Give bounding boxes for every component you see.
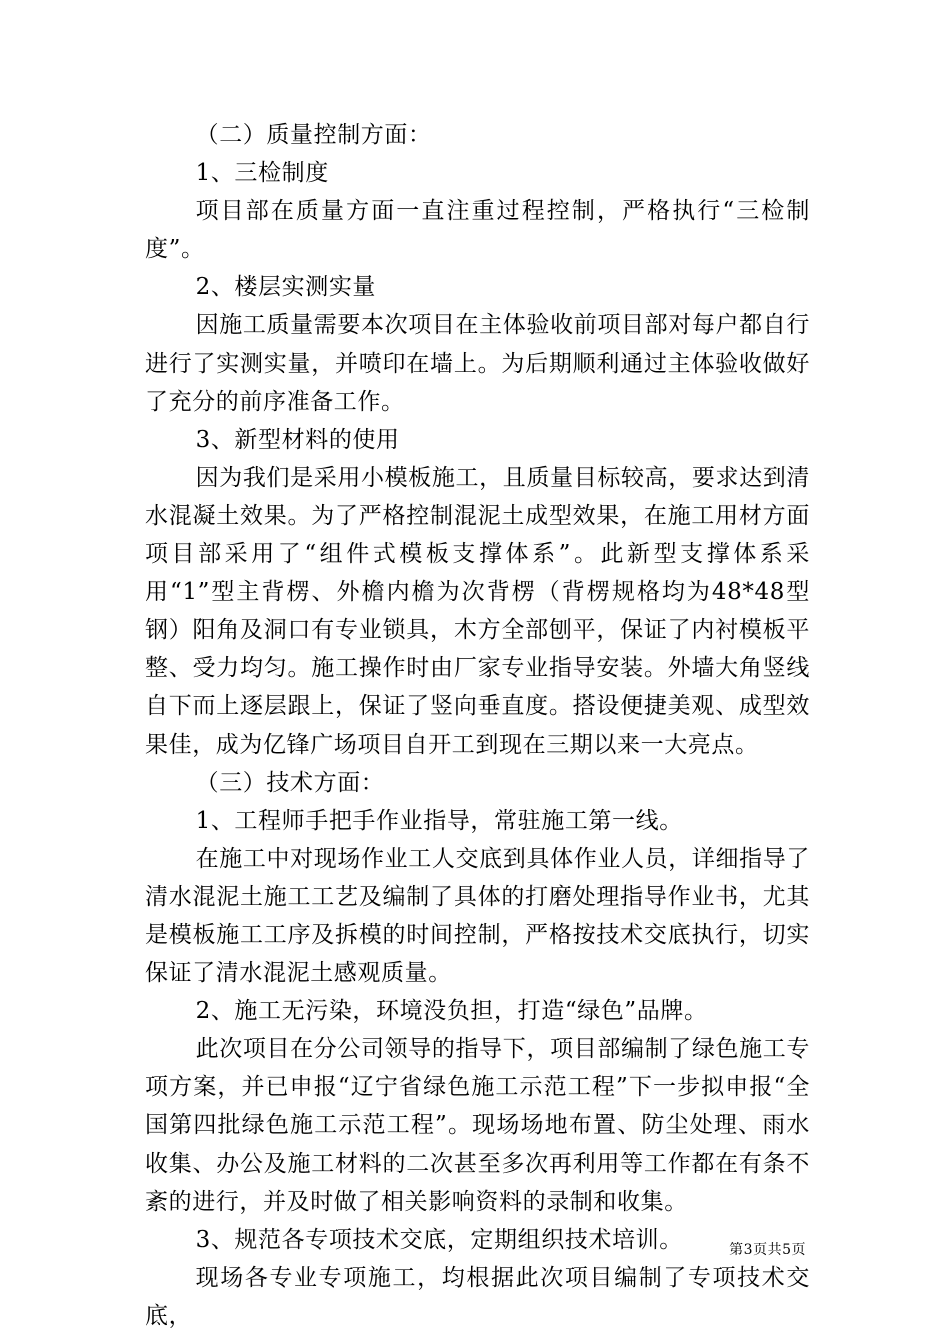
paragraph-technical-briefing: 现场各专业专项施工，均根据此次项目编制了专项技术交底， [145,1264,810,1329]
subheading-technical-briefing: 3、规范各专项技术交底，定期组织技术培训。 [195,1226,683,1253]
paragraph-three-inspection: 项目部在质量方面一直注重过程控制，严格执行“三检制度”。 [145,198,810,263]
subheading-floor-measurement: 2、楼层实测实量 [195,274,377,301]
document-body [145,116,810,1335]
paragraph-new-materials: 因为我们是采用小模板施工，且质量目标较高，要求达到清水混凝土效果。为了严格控制混泥土成型效果，在施工用材方面项目部采用了“组件式模板支撑体系”。此新型支撑体系采用“1”型主背楞、外檐内檐为次背楞（背楞规格均为48*48型钢）阳角及洞口有专业锁具，木方全部刨平，保证了内衬模板平整、受力均匀。施工操作时由厂家专业指导安装。外墙大角竖线自下而上逐层跟上，保证了竖向垂直度。搭设便捷美观、成型效果佳，成为亿锋广场项目自开工到现在三期以来一大亮点。 [145,464,810,758]
subheading-green-construction: 2、施工无污染，环境没负担，打造“绿色”品牌。 [195,998,708,1025]
subheading-new-materials: 3、新型材料的使用 [195,426,400,453]
page-number: 第3页共5页 [729,1242,806,1258]
subheading-three-inspection-system: 1、三检制度 [195,160,329,187]
subheading-engineer-guidance: 1、工程师手把手作业指导，常驻施工第一线。 [195,807,683,834]
paragraph-engineer-guidance: 在施工中对现场作业工人交底到具体作业人员，详细指导了清水混泥土施工工艺及编制了具体的打磨处理指导作业书，尤其是模板施工工序及拆模的时间控制，严格按技术交底执行，切实保证了清水混泥土感观质量。 [145,845,810,987]
section-heading-quality-control: （二）质量控制方面： [195,122,432,148]
paragraph-floor-measurement: 因施工质量需要本次项目在主体验收前项目部对每户都自行进行了实测实量，并喷印在墙上。为后期顺利通过主体验收做好了充分的前序准备工作。 [145,312,810,415]
paragraph-green-construction: 此次项目在分公司领导的指导下，项目部编制了绿色施工专项方案，并已申报“辽宁省绿色施工示范工程”下一步拟申报“全国第四批绿色施工示范工程”。现场场地布置、防尘处理、雨水收集、办公及施工材料的二次甚至多次再利用等工作都在有条不紊的进行，并及时做了相关影响资料的录制和收集。 [145,1036,810,1215]
section-heading-technical: （三）技术方面： [195,769,385,796]
